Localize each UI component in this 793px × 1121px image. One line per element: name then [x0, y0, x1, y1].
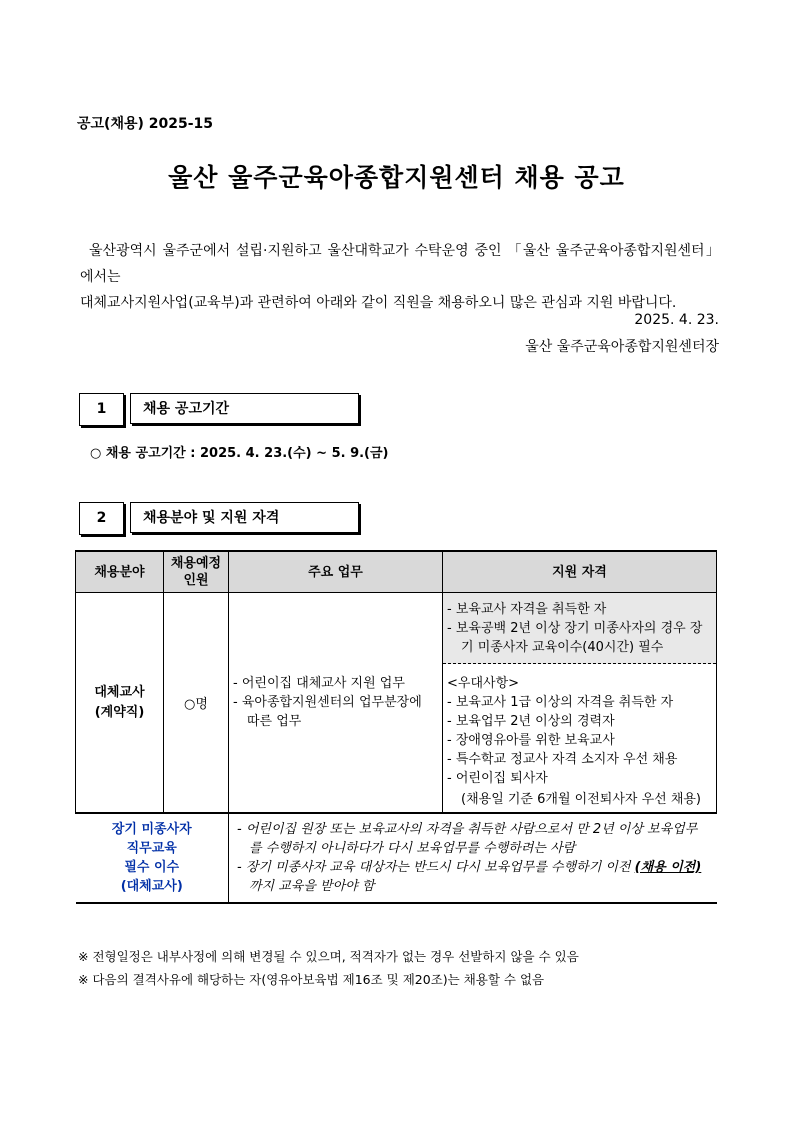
preference-item: - 보육교사 1급 이상의 자격을 취득한 자 — [447, 695, 674, 710]
note-2: ※ 다음의 결격사유에 해당하는 자(영유아보육법 제16조 및 제20조)는 채용할 수 없음 — [78, 972, 545, 987]
preference-note: (채용일 기준 6개월 이전퇴사자 우선 채용) — [461, 792, 702, 807]
application-period: ○ 채용 공고기간 : 2025. 4. 23.(수) ~ 5. 9.(금) — [90, 446, 389, 461]
long-term-line2-prefix: - 장기 미종사자 교육 대상자는 반드시 다시 보육업무를 수행하기 이전 — [237, 860, 635, 875]
section-2-number: 2 — [79, 502, 124, 535]
header-count-line2: 인원 — [183, 573, 209, 588]
qualifications-cell — [443, 593, 717, 814]
header-qualifications: 지원 자격 — [443, 551, 717, 593]
notice-date: 2025. 4. 23. — [634, 312, 719, 328]
qualification-item: - 보육공백 2년 이상 장기 미종사자의 경우 장기 미종사자 교육이수(40시간) 필수 — [447, 621, 703, 655]
intro-paragraph — [80, 238, 720, 316]
field-cell — [76, 593, 164, 814]
notice-number: 공고(채용) 2025-15 — [77, 116, 214, 132]
long-term-label — [76, 813, 229, 903]
header-duties: 주요 업무 — [229, 551, 443, 593]
field-line1: 대체교사 — [94, 684, 145, 700]
organization-name: 울산 울주군육아종합지원센터장 — [525, 339, 719, 355]
preference-item: - 어린이집 퇴사자 — [447, 771, 548, 786]
intro-line-1: 울산광역시 울주군에서 설립·지원하고 울산대학교가 수탁운영 중인 「울산 울주군육아종합지원센터」에서는 — [80, 243, 720, 285]
qualification-item: - 보육교사 자격을 취득한 자 — [447, 602, 607, 617]
long-term-label-line: 장기 미종사자 — [111, 822, 192, 837]
table-row — [76, 593, 717, 814]
preference-heading: <우대사항> — [447, 676, 520, 691]
long-term-row — [76, 813, 717, 903]
long-term-line1: - 어린이집 원장 또는 보육교사의 자격을 취득한 사람으로서 만 2년 이상 보육업무를 수행하지 아니하다가 다시 보육업무를 수행하려는 사람 — [237, 822, 698, 856]
intro-line-2: 대체교사지원사업(교육부)과 관련하여 아래와 같이 직원을 채용하오니 많은 관심과 지원 바랍니다. — [80, 295, 677, 311]
header-count — [164, 551, 229, 593]
long-term-line2-emphasis: (채용 이전) — [634, 860, 702, 875]
required-qualifications — [443, 593, 716, 664]
long-term-label-line: 직무교육 — [126, 841, 177, 856]
header-field: 채용분야 — [76, 551, 164, 593]
duty-item: - 육아종합지원센터의 업무분장에 따른 업무 — [233, 695, 422, 729]
duty-item: - 어린이집 대체교사 지원 업무 — [233, 676, 405, 691]
long-term-description — [229, 813, 717, 903]
field-line2: (계약직) — [94, 704, 145, 720]
duties-cell — [229, 593, 443, 814]
long-term-line2-suffix: 까지 교육을 받아야 함 — [249, 879, 375, 894]
preference-item: - 보육업무 2년 이상의 경력자 — [447, 714, 615, 729]
section-1-title: 채용 공고기간 — [130, 393, 359, 424]
section-2-title: 채용분야 및 지원 자격 — [130, 502, 359, 533]
long-term-line2 — [237, 858, 709, 896]
section-1-number: 1 — [79, 393, 124, 426]
recruitment-table — [75, 550, 717, 904]
note-1: ※ 전형일정은 내부사정에 의해 변경될 수 있으며, 적격자가 없는 경우 선발하지 않을 수 있음 — [78, 949, 579, 964]
long-term-label-line: 필수 이수 — [124, 860, 180, 875]
long-term-label-line: (대체교사) — [120, 879, 183, 894]
preferred-qualifications — [443, 664, 716, 812]
count-cell: ○명 — [164, 593, 229, 814]
header-count-line1: 채용예정 — [170, 556, 222, 571]
page-title: 울산 울주군육아종합지원센터 채용 공고 — [168, 163, 625, 192]
table-header-row — [76, 551, 717, 593]
preference-item: - 장애영유아를 위한 보육교사 — [447, 733, 615, 748]
preference-item: - 특수학교 정교사 자격 소지자 우선 채용 — [447, 752, 678, 767]
